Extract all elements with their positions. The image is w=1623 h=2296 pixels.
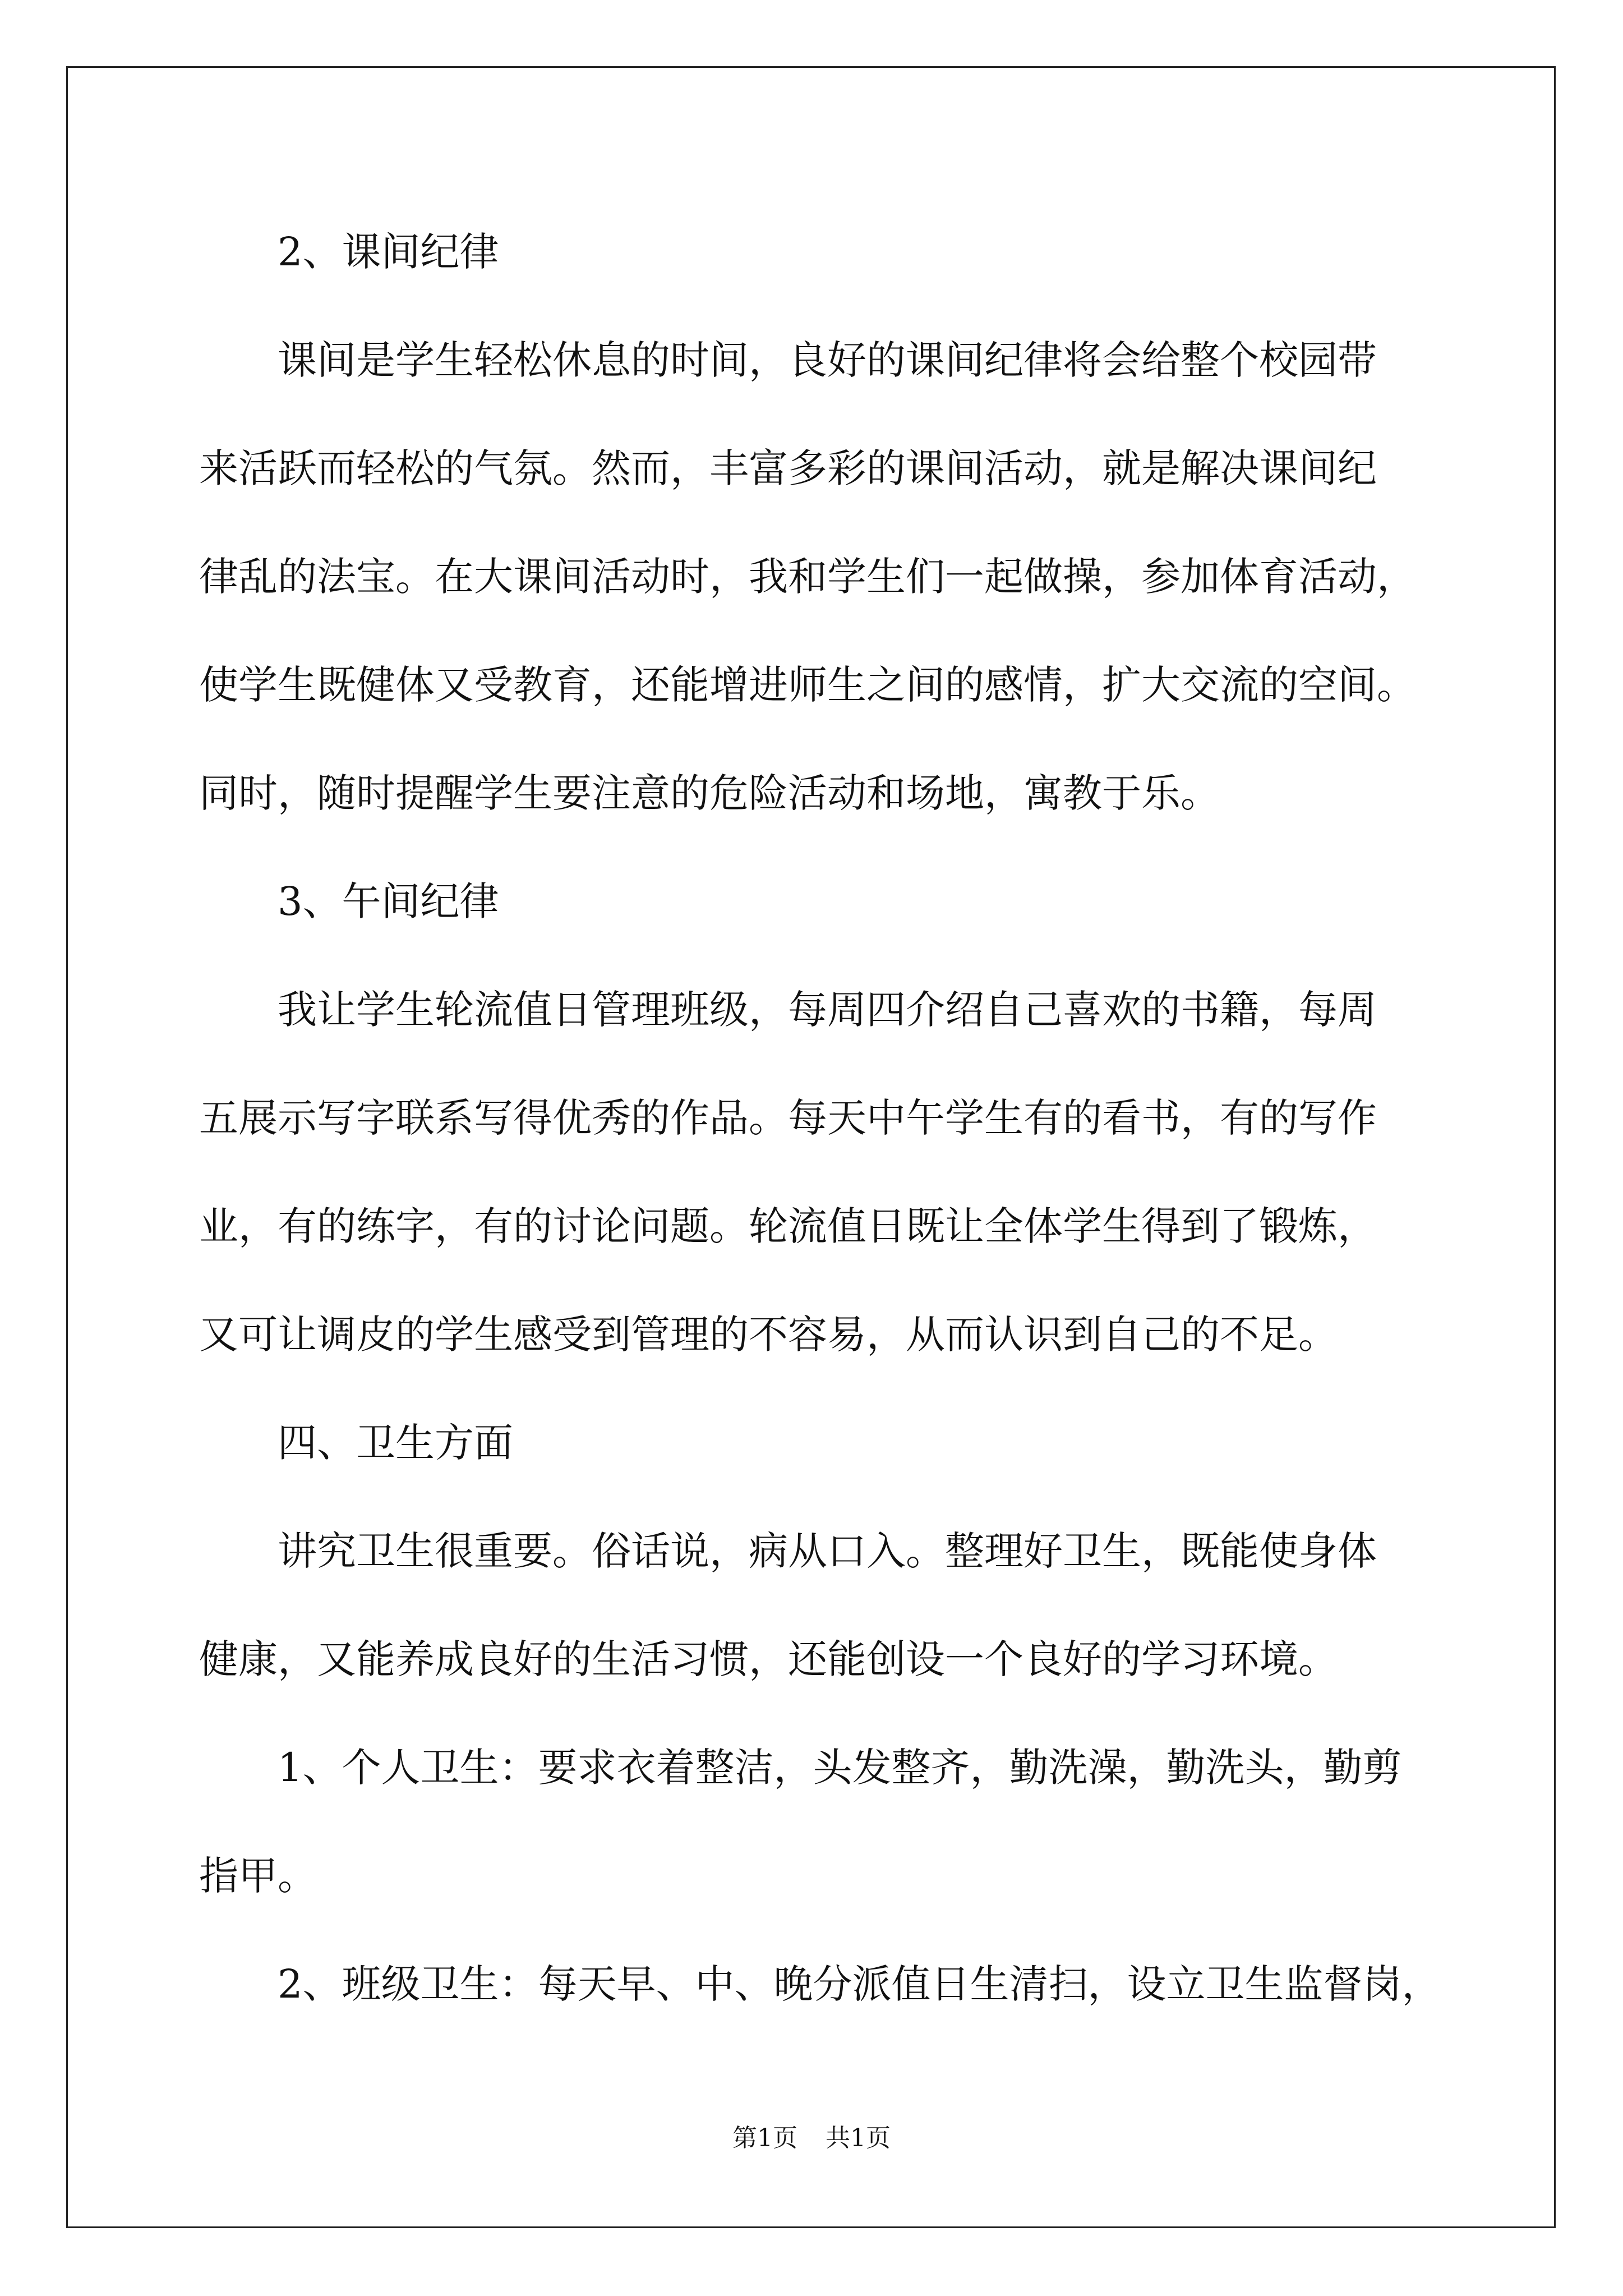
paragraph-line: 2、班级卫生：每天早、中、晚分派值日生清扫，设立卫生监督岗， — [278, 1961, 1441, 2007]
page-total: 共1页 — [826, 2124, 891, 2152]
section-heading-break-discipline: 2、课间纪律 — [278, 229, 499, 275]
paragraph-line: 业，有的练字，有的讨论问题。轮流值日既让全体学生得到了锻炼， — [199, 1203, 1377, 1249]
paragraph-line: 五展示写字联系写得优秀的作品。每天中午学生有的看书，有的写作 — [199, 1095, 1377, 1141]
paragraph-line: 来活跃而轻松的气氛。然而，丰富多彩的课间活动，就是解决课间纪 — [199, 445, 1377, 491]
section-heading-hygiene: 四、卫生方面 — [278, 1420, 513, 1466]
paragraph-line: 课间是学生轻松休息的时间，良好的课间纪律将会给整个校园带 — [278, 337, 1377, 383]
paragraph-line: 又可让调皮的学生感受到管理的不容易，从而认识到自己的不足。 — [199, 1312, 1338, 1358]
paragraph-line: 使学生既健体又受教育，还能增进师生之间的感情，扩大交流的空间。 — [199, 662, 1416, 708]
page-footer — [0, 2122, 1623, 2155]
paragraph-line: 讲究卫生很重要。俗话说，病从口入。整理好卫生，既能使身体 — [278, 1528, 1377, 1574]
section-heading-noon-discipline: 3、午间纪律 — [278, 878, 499, 924]
paragraph-line: 1、个人卫生：要求衣着整洁，头发整齐，勤洗澡，勤洗头，勤剪 — [278, 1745, 1402, 1791]
document-body — [199, 214, 1489, 2055]
paragraph-line: 同时，随时提醒学生要注意的危险活动和场地，寓教于乐。 — [199, 770, 1220, 816]
paragraph-line: 健康，又能养成良好的生活习惯，还能创设一个良好的学习环境。 — [199, 1636, 1338, 1682]
page-number: 第1页 — [732, 2124, 797, 2152]
paragraph-line: 指甲。 — [199, 1853, 317, 1899]
paragraph-line: 律乱的法宝。在大课间活动时，我和学生们一起做操，参加体育活动， — [199, 554, 1416, 600]
paragraph-line: 我让学生轮流值日管理班级，每周四介绍自己喜欢的书籍，每周 — [278, 987, 1377, 1033]
